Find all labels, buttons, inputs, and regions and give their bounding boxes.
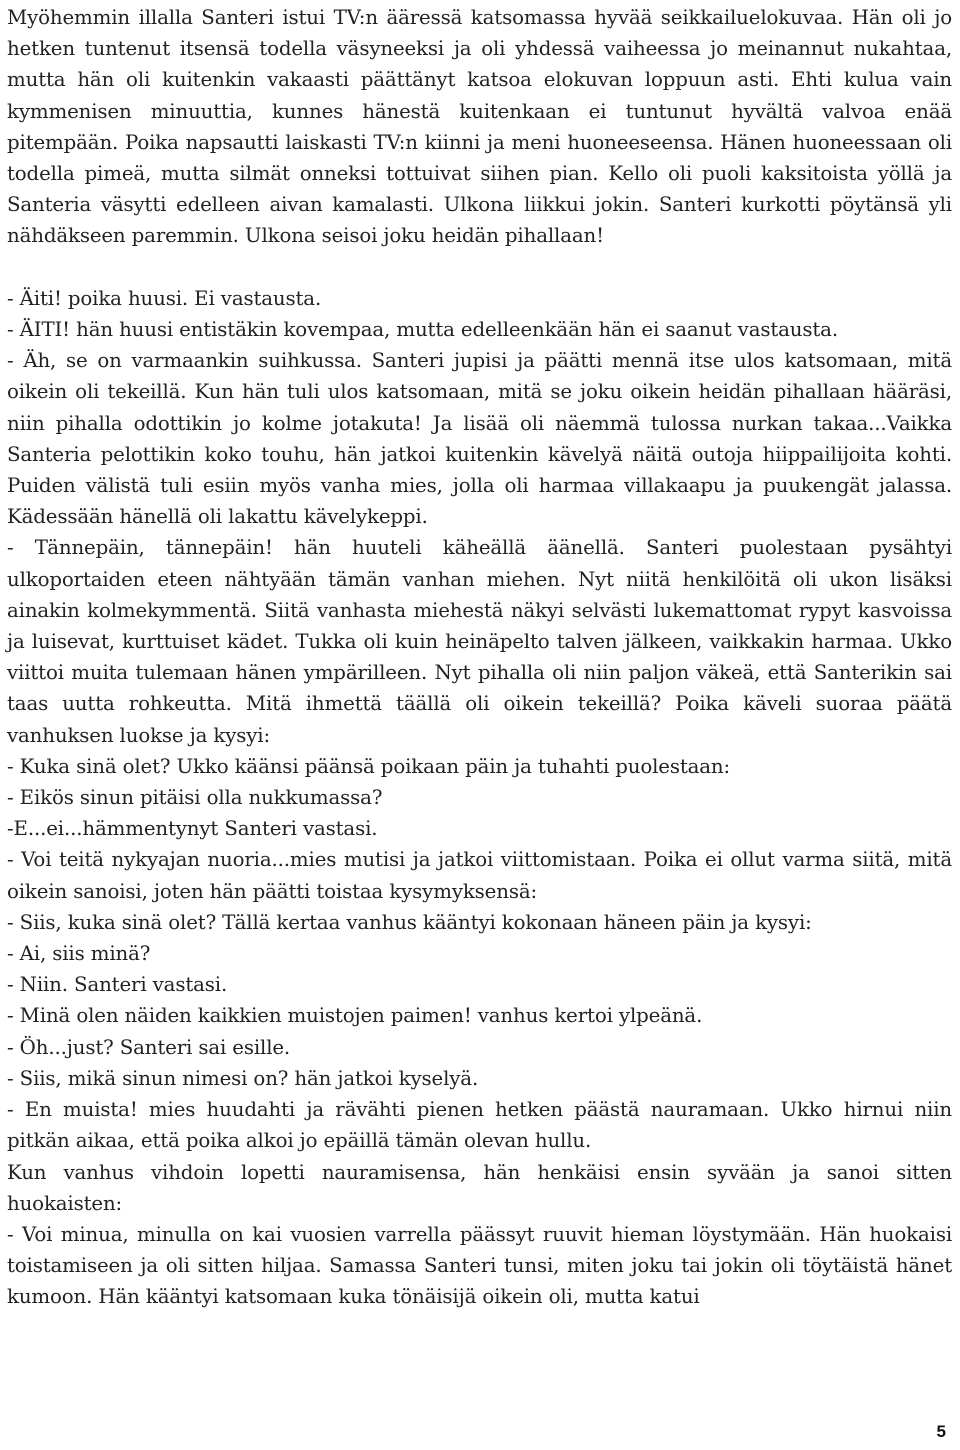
dialogue-line: - Voi minua, minulla on kai vuosien varrella päässyt ruuvit hieman löystymään. Hän huokaisi toistamiseen ja oli sitten hiljaa. Samassa Santeri tunsi, miten joku tai jokin oli töytäistä hänet kumoon. Hän kääntyi katsomaan kuka tönäisijä oikein oli, mutta katui bbox=[7, 1222, 952, 1309]
dialogue-line: - Minä olen näiden kaikkien muistojen paimen! vanhus kertoi ylpeänä. bbox=[7, 1004, 703, 1028]
dialogue-line: - Eikös sinun pitäisi olla nukkumassa? bbox=[7, 786, 383, 810]
dialogue-line: - Siis, mikä sinun nimesi on? hän jatkoi kyselyä. bbox=[7, 1066, 479, 1090]
story-paragraph: Myöhemmin illalla Santeri istui TV:n ääressä katsomassa hyvää seikkailuelokuvaa. Hän oli jo hetken tuntenut itsensä todella väsyneeksi ja oli yhdessä vaiheessa jo meinannut nukahtaa, mutta hän oli kuitenkin vakaasti päättänyt katsoa elokuvan loppuun asti. Ehti kulua vain kymmenisen minuuttia, kunnes hänestä kuitenkaan ei tuntunut hyvältä valvoa enää pitempään. Poika napsautti laiskasti TV:n kiinni ja meni huoneeseensa. Hänen huoneessaan oli todella pimeä, mutta silmät onneksi tottuivat siihen pian. Kello oli puoli kaksitoista yöllä ja Santeria väsytti edelleen aivan kamalasti. Ulkona liikkui jokin. Santeri kurkotti pöytänsä yli nähdäkseen paremmin. Ulkona seisoi joku heidän pihallaan! bbox=[7, 6, 952, 248]
dialogue-line: - Voi teitä nykyajan nuoria...mies mutisi ja jatkoi viittomistaan. Poika ei ollut varma siitä, mitä oikein sanoisi, joten hän päätti toistaa kysymyksensä: bbox=[7, 848, 952, 903]
dialogue-line: - Niin. Santeri vastasi. bbox=[7, 973, 228, 997]
dialogue-line: - Öh...just? Santeri sai esille. bbox=[7, 1035, 291, 1059]
dialogue-line: -E...ei...hämmentynyt Santeri vastasi. bbox=[7, 817, 378, 841]
dialogue-line: - Tännepäin, tännepäin! hän huuteli käheällä äänellä. Santeri puolestaan pysähtyi ulkoportaiden eteen nähtyään tämän vanhan miehen. Nyt niitä henkilöitä oli ukon lisäksi ainakin kolmekymmentä. Siitä vanhasta miehestä näkyi selvästi lukemattomat rypyt kasvoissa ja luisevat, kurttuiset kädet. Tukka oli kuin heinäpelto talven jälkeen, vaikkakin harmaa. Ukko viittoi muita tulemaan hänen ympärilleen. Nyt pihalla oli niin paljon väkeä, että Santerikin sai taas uutta rohkeutta. Mitä ihmettä täällä oli oikein tekeillä? Poika käveli suoraa päätä vanhuksen luokse ja kysyi: bbox=[7, 536, 952, 747]
dialogue-line: - Kuka sinä olet? Ukko käänsi päänsä poikaan päin ja tuhahti puolestaan: bbox=[7, 754, 731, 778]
dialogue-line: - Äiti! poika huusi. Ei vastausta. bbox=[7, 286, 322, 310]
page-number: 5 bbox=[936, 1422, 946, 1441]
dialogue-line: - En muista! mies huudahti ja rävähti pienen hetken päästä nauramaan. Ukko hirnui niin pitkän aikaa, että poika alkoi jo epäillä tämän olevan hullu. bbox=[7, 1098, 952, 1153]
dialogue-line: - Ai, siis minä? bbox=[7, 942, 151, 966]
dialogue-line: - Äh, se on varmaankin suihkussa. Santeri jupisi ja päätti mennä itse ulos katsomaan, mitä oikein oli tekeillä. Kun hän tuli ulos katsomaan, mitä se joku oikein heidän pihallaan hääräsi, niin pihalla odottikin jo kolme jotakuta! Ja lisää oli näemmä tulossa nurkan takaa...Vaikka Santeria pelottikin koko touhu, hän jatkoi kuitenkin kävelyä näitä outoja hiippailijoita kohti. Puiden välistä tuli esiin myös vanha mies, jolla oli harmaa villakaapu ja puukengät jalassa. Kädessään hänellä oli lakattu kävelykeppi. bbox=[7, 349, 952, 529]
story-paragraph: Kun vanhus vihdoin lopetti nauramisensa, hän henkäisi ensin syvään ja sanoi sitten huokaisten: bbox=[7, 1160, 952, 1215]
dialogue-line: - Siis, kuka sinä olet? Tällä kertaa vanhus kääntyi kokonaan häneen päin ja kysyi: bbox=[7, 910, 812, 934]
dialogue-line: - ÄITI! hän huusi entistäkin kovempaa, mutta edelleenkään hän ei saanut vastausta. bbox=[7, 318, 838, 342]
